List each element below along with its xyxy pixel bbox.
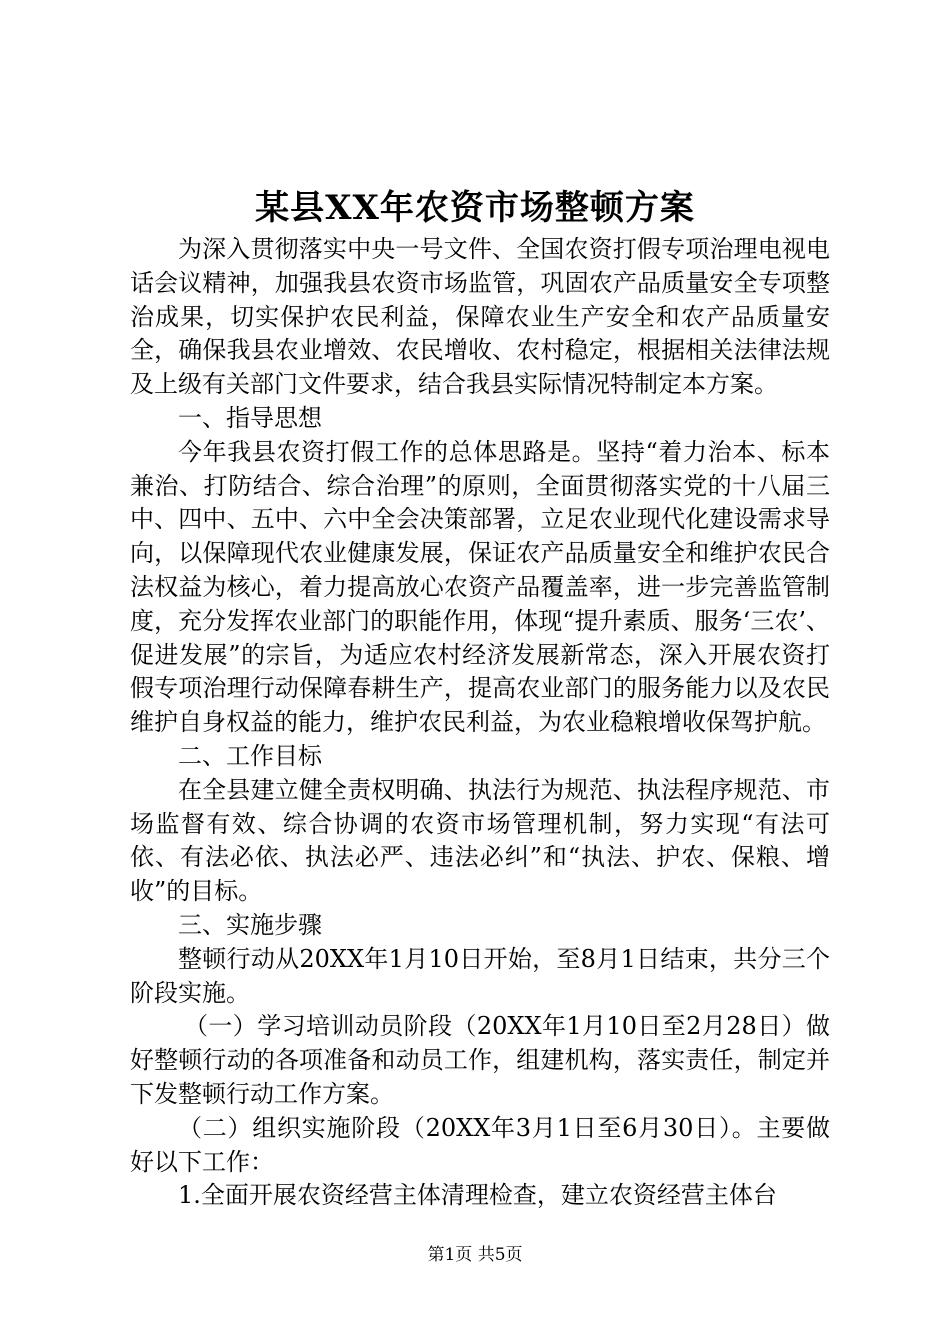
item-one-paragraph: 1.全面开展农资经营主体清理检查，建立农资经营主体台 [178, 1181, 777, 1210]
guiding-ideology-paragraph: 今年我县农资打假工作的总体思路是。坚持“着力治本、标本兼治、打防结合、综合治理”的原则，全面贯彻落实党的十八届三中、四中、五中、六中全会决策部署，立足农业现代化建设需求导向，以保障现代农业健康发展，保证农产品质量安全和维护农民合法权益为核心，着力提高放心农资产品覆盖率，进一步完善监管制度，充分发挥农业部门的职能作用，体现“提升素质、服务‘三农’、促进发展”的宗旨，为适应农村经济发展新常态，深入开展农资打假专项治理行动保障春耕生产，提高农业部门的服务能力以及农民维护自身权益的能力，维护农民利益，为农业稳粮增收保驾护航。 [130, 437, 830, 737]
page-number: 第1页 共5页 [427, 1245, 523, 1265]
document-title: 某县XX年农资市场整顿方案 [255, 188, 695, 228]
section-heading-implementation-steps: 三、实施步骤 [178, 910, 322, 939]
implementation-overview-paragraph: 整顿行动从20XX年1月10日开始，至8月1日结束，共分三个阶段实施。 [130, 944, 830, 1007]
intro-paragraph: 为深入贯彻落实中央一号文件、全国农资打假专项治理电视电话会议精神，加强我县农资市场监管，巩固农产品质量安全专项整治成果，切实保护农民利益，保障农业生产安全和农产品质量安全，确保我县农业增效、农民增收、农村稳定，根据相关法律法规及上级有关部门文件要求，结合我县实际情况特制定本方案。 [130, 235, 830, 399]
section-heading-guiding-ideology: 一、指导思想 [178, 403, 322, 432]
phase-one-paragraph: （一）学习培训动员阶段（20XX年1月10日至2月28日）做好整顿行动的各项准备和动员工作，组建机构，落实责任，制定并下发整顿行动工作方案。 [130, 1012, 830, 1108]
document-body [130, 233, 830, 1213]
work-goals-paragraph: 在全县建立健全责权明确、执法行为规范、执法程序规范、市场监督有效、综合协调的农资市场管理机制，努力实现“有法可依、有法必依、执法必严、违法必纠”和“执法、护农、保粮、增收”的目标。 [130, 775, 830, 906]
phase-two-paragraph: （二）组织实施阶段（20XX年3月1日至6月30日）。主要做好以下工作： [130, 1113, 830, 1176]
section-heading-work-goals: 二、工作目标 [178, 741, 322, 770]
